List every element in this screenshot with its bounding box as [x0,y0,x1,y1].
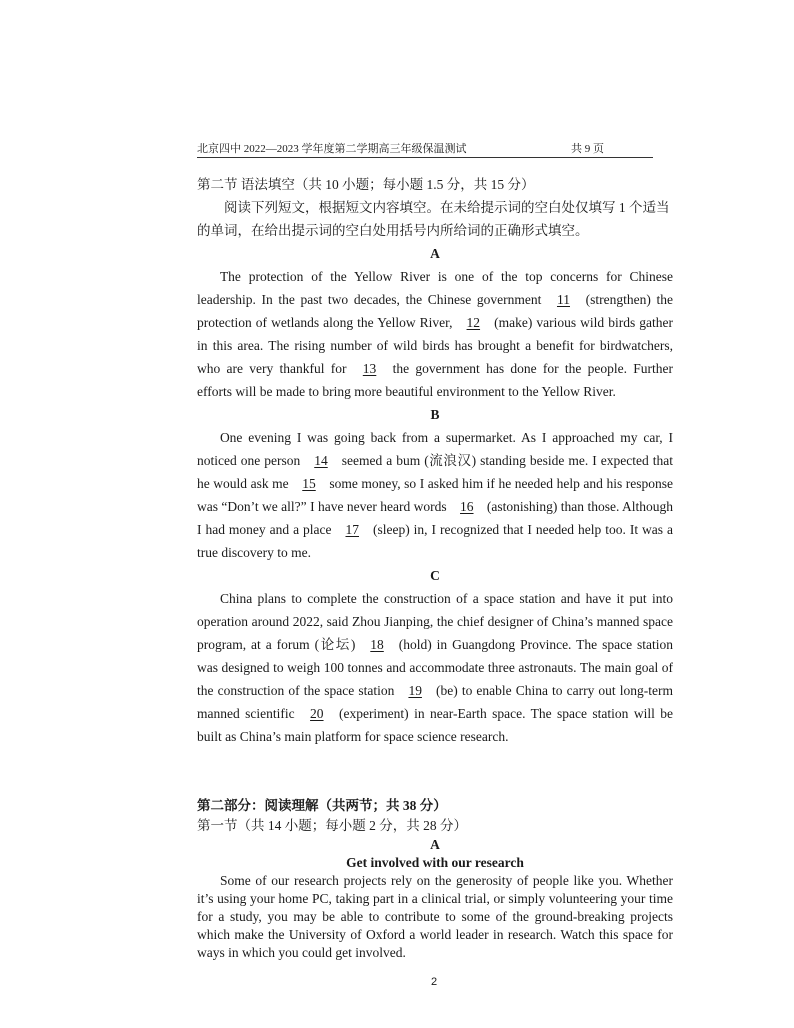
blank-20: 20 [310,706,324,721]
section-title: 第二节 语法填空（共 10 小题；每小题 1.5 分，共 15 分） [197,177,535,192]
header-total-pages: 共 9 页 [571,143,604,155]
passage-a-text [197,265,673,403]
passage-text: seemed a bum (流浪汉) standing beside me. I expected that he would ask me [197,453,673,491]
passage-text: The protection of the Yellow River is one of the top concerns for Chinese leadership. In the past two decades, the Chinese government [197,269,673,307]
blank-11: 11 [556,292,570,307]
passage-text: (experiment) in near-Earth space. The space station will be built as China’s main platform for space science research. [197,706,673,744]
section-instruction: 阅读下列短文，根据短文内容填空。在未给提示词的空白处仅填写 1 个适当的单词，在给出提示词的空白处用括号内所给词的正确形式填空。 [197,200,670,238]
passage-text: (sleep) in, I recognized that I needed help too. It was a true discovery to me. [197,522,673,560]
passage-b-label: B [430,407,440,422]
passage-text: (hold) in Guangdong Province. The space station was designed to weigh 100 tonnes and accommodate three astronauts. The main goal of the construction of the space station [197,637,674,698]
passage-text: (be) to enable China to carry out long-term manned scientific [197,683,673,721]
blank-12: 12 [466,315,481,330]
blank-16: 16 [460,499,474,514]
reading-a-label: A [430,837,440,852]
page-header [197,142,653,158]
blank-13: 13 [362,361,377,376]
blank-19: 19 [408,683,422,698]
blank-18: 18 [370,637,384,652]
passage-text: China plans to complete the construction of a space station and have it put into operation around 2022, said Zhou Jianping, the chief designer of China’s manned space program, at a forum (论坛) [197,591,673,652]
header-school-exam: 北京四中 2022—2023 学年度第二学期高三年级保温测试 [197,143,467,155]
grammar-section [197,174,673,748]
reading-a-text: Some of our research projects rely on the generosity of people like you. Whether it’s using your home PC, taking part in a clinical trial, or simply volunteering your time for a study, you may be able to contribute to some of the ground-breaking projects which make the University of Oxford a world leader in research. Watch this space for ways in which you could get involved. [197,873,673,960]
blank-17: 17 [345,522,359,537]
part2-title: 第二部分：阅读理解（共两节；共 38 分） [197,798,447,813]
blank-15: 15 [302,476,316,491]
passage-text: the government has done for the people. Further efforts will be made to bring more beautiful environment to the Yellow River. [197,361,673,399]
page-number: 2 [430,976,438,988]
passage-text: (make) various wild birds gather in this area. The rising number of wild birds has brought a benefit for birdwatchers, who are very thankful for [197,315,674,376]
passage-text: (strengthen) the protection of wetlands along the Yellow River, [197,292,673,330]
blank-14: 14 [314,453,328,468]
passage-a-label: A [430,246,440,261]
passage-c-label: C [430,568,440,583]
part2-subtitle: 第一节（共 14 小题；每小题 2 分，共 28 分） [197,818,467,833]
passage-c-text [197,587,673,748]
passage-b-text [197,426,673,564]
reading-section [197,796,673,962]
reading-a-heading: Get involved with our research [346,855,524,870]
passage-text: some money, so I asked him if he needed help and his response was “Don’t we all?” I have never heard words [197,476,674,514]
passage-text: (astonishing) than those. Although I had money and a place [197,499,673,537]
passage-text: One evening I was going back from a supermarket. As I approached my car, I noticed one person [197,430,673,468]
